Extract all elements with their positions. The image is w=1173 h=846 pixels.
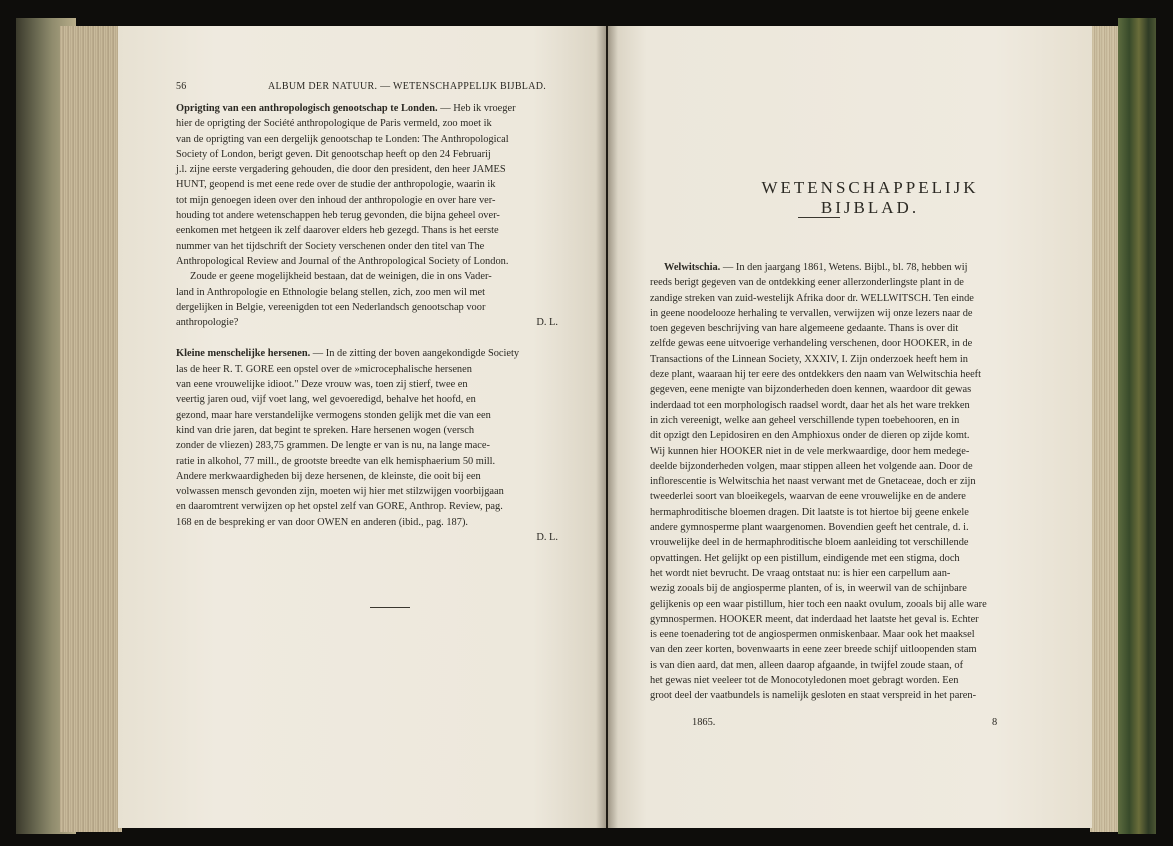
- article-line: Wij kunnen hier HOOKER niet in de vele merkwaardige, door hem medege-: [650, 445, 970, 457]
- footer-signature-mark: 8: [992, 717, 998, 728]
- article-2-line: zonder de vliezen) 283,75 grammen. De lengte er van is nu, na lange mace-: [176, 440, 490, 452]
- article-1-signature: D. L.: [536, 317, 558, 329]
- left-page: [118, 26, 606, 828]
- article-1-line: dergelijken in Belgie, vereenigden tot een Nederlandsch genootschap voor: [176, 301, 486, 313]
- article-line: wezig zooals bij de angiosperme planten, of is, in weerwil van de schijnbare: [650, 583, 967, 595]
- article-1-line: Oprigting van een anthropologisch genootschap te Londen. — Heb ik vroeger: [176, 103, 516, 114]
- article-1-line: land in Anthropologie en Ethnologie belang stellen, zich, zoo men wil met: [176, 286, 486, 298]
- article-2-line: Andere merkwaardigheden bij deze hersenen, de kleinste, die ooit bij een: [176, 470, 481, 482]
- article-line: inderdaad tot een morphologisch raadsel wordt, daar het als het ware trekken: [650, 399, 970, 411]
- article-line: inflorescentie is Welwitschia het naast verwant met de Gnetaceae, doch er zijn: [650, 476, 976, 488]
- article-line: is eene toenadering tot de angiospermen onmiskenbaar. Maar ook het maaksel: [650, 629, 975, 641]
- article-2-line: van eene vrouwelijke idioot." Deze vrouw was, toen zij stierf, twee en: [176, 379, 468, 391]
- article-1-line: tot mijn genoegen ideen over den inhoud der anthropologie en over hare ver-: [176, 194, 496, 206]
- article-1-heading: Oprigting van een anthropologisch genootschap te Londen.: [176, 103, 438, 114]
- article-line: vrouwelijke deel in de hermaphroditische bloem aanleiding tot verschillende: [650, 537, 969, 549]
- article-line: hermaphroditische bloemen dragen. Dit laatste is tot hiertoe bij geene enkele: [650, 506, 969, 518]
- left-page-stack: [60, 26, 122, 832]
- book-gutter: [596, 26, 618, 828]
- article-2-line: volwassen mensch gevonden zijn, moeten wij hier met stilzwijgen voorbijgaan: [176, 486, 504, 498]
- article-line: andere gymnosperme plant waargenomen. Bovendien geeft het centrale, d. i.: [650, 522, 969, 534]
- article-1-line: Anthropological Review and Journal of the Anthropological Society of London.: [176, 255, 509, 267]
- article-line: gymnospermen. HOOKER meent, dat inderdaad het laatste het geval is. Echter: [650, 613, 979, 625]
- article-2-line: gezond, maar hare verstandelijke vermogens stonden gelijk met die van een: [176, 409, 491, 421]
- article-line: dit opzigt den Lepidosiren en den Amphioxus onder de dieren op zijde komt.: [650, 430, 970, 442]
- article-line: in geene noodelooze herhaling te vervallen, verwijzen wij onze lezers naar de: [650, 307, 973, 319]
- article-2-line: 168 en de bespreking er van door OWEN en anderen (ibid., pag. 187).: [176, 516, 468, 528]
- running-title: ALBUM DER NATUUR. — WETENSCHAPPELIJK BIJBLAD.: [268, 81, 547, 92]
- article-line: Transactions of the Linnean Society, XXXIV, I. Zijn onderzoek heeft hem in: [650, 353, 968, 365]
- article-2-line: veertig jaren oud, vijf voet lang, wel gevoeredigd, behalve het hoofd, en: [176, 394, 476, 406]
- article-line: toen gegeven beschrijving van hare algemeene gedaante. Thans is over dit: [650, 323, 959, 335]
- article-line: Welwitschia. — In den jaargang 1861, Wetens. Bijbl., bl. 78, hebben wij: [664, 262, 968, 273]
- article-2-line: las de heer R. T. GORE een opstel over de »microcephalische hersenen: [176, 363, 472, 375]
- article-2-line: Kleine menschelijke hersenen. — In de zitting der boven aangekondigde Society: [176, 348, 520, 360]
- right-page: [608, 26, 1092, 828]
- title-rule: [798, 217, 840, 218]
- article-1-line: Zoude er geene mogelijkheid bestaan, dat de weinigen, die in ons Vader-: [190, 271, 492, 283]
- article-1-line: HUNT, geopend is met eene rede over de studie der anthropologie, waarin ik: [176, 179, 496, 191]
- article-line: reeds berigt gegeven van de ontdekking eener allerzonderlingste plant in de: [650, 277, 964, 289]
- article-1-line: Society of London, berigt geven. Dit genootschap heeft op den 24 Februarij: [176, 148, 491, 160]
- left-text-column: [176, 101, 572, 545]
- section-rule: [370, 607, 410, 608]
- article-1-line: nummer van het tijdschrift der Society verschenen onder den titel van The: [176, 240, 485, 252]
- footer-year: 1865.: [692, 717, 716, 728]
- section-title: WETENSCHAPPELIJK BIJBLAD.: [761, 178, 979, 217]
- article-1-line: anthropologie? D. L.: [176, 315, 572, 330]
- article-line: zandige streken van zuid-westelijk Afrika door dr. WELLWITSCH. Ten einde: [650, 292, 974, 304]
- article-1-line: eenkomen met hetgeen ik zelf daarover elders heb gezegd. Thans is het eerste: [176, 225, 499, 237]
- article-heading: Welwitschia.: [664, 262, 721, 273]
- article-2-signature: D. L.: [536, 532, 558, 544]
- article-line: is van dien aard, dat men, alleen daarop afgaande, in twijfel zoude staan, of: [650, 659, 964, 671]
- article-line: in zich vereenigt, welke aan geheel verschillende typen toebehooren, en in: [650, 414, 960, 426]
- article-1-line: j.l. zijne eerste vergadering gehouden, die door den president, den heer JAMES: [176, 164, 506, 176]
- article-line: deelde bijzonderheden volgen, maar stippen alleen het volgende aan. Door de: [650, 460, 973, 472]
- article-2-line: en daaromtrent verwijzen op het opstel zelf van GORE, Anthrop. Review, pag.: [176, 501, 503, 513]
- article-2-heading: Kleine menschelijke hersenen.: [176, 348, 311, 360]
- article-line: tweederlei soort van bloeikegels, waarvan de eene vrouwelijke en de andere: [650, 491, 966, 503]
- article-line: het wordt niet bevrucht. De vraag ontstaat nu: is hier een carpellum aan-: [650, 567, 951, 579]
- article-line: deze plant, waaraan hij ter eere des ontdekkers den naam van Welwitschia heeft: [650, 369, 982, 381]
- page-number: 56: [176, 81, 187, 92]
- article-2-line: kind van drie jaren, dat begint te spreken. Hare hersenen wogen (versch: [176, 424, 475, 436]
- article-line: van den zeer korten, bovenwaarts in eene zeer breede schijf uitloopenden stam: [650, 644, 977, 656]
- article-line: zelfde gewas eene uitvoerige verhandeling verschenen, door HOOKER, in de: [650, 338, 973, 350]
- article-line: gegeven, eene menigte van bijzonderheden doen kennen, waardoor dit gewas: [650, 384, 972, 396]
- right-cover-marbled: [1118, 18, 1156, 834]
- article-line: opvattingen. Het gelijkt op een pistillum, eindigende met een stigma, doch: [650, 552, 960, 564]
- article-1-line: hier de oprigting der Société anthropologique de Paris vermeld, zoo moet ik: [176, 118, 492, 130]
- right-text-column: [650, 260, 1048, 704]
- article-1-line: van de oprigting van een dergelijk genootschap te Londen: The Anthropological: [176, 133, 509, 145]
- article-line: groot deel der vaatbundels is namelijk gesloten en staat verspreid in het paren-: [650, 690, 977, 702]
- article-2-line: ratie in alkohol, 77 mill., de grootste breedte van elk hemisphaerium 50 mill.: [176, 455, 496, 467]
- article-1-line: houding tot andere wetenschappen heb terug gevonden, die bijna geheel over-: [176, 210, 500, 222]
- article-line: het gewas niet veeleer tot de Monocotyledonen moet gebragt worden. Een: [650, 675, 959, 687]
- article-line: gelijkenis op een waar pistillum, hier toch een naakt ovulum, zooals bij alle ware: [650, 598, 987, 610]
